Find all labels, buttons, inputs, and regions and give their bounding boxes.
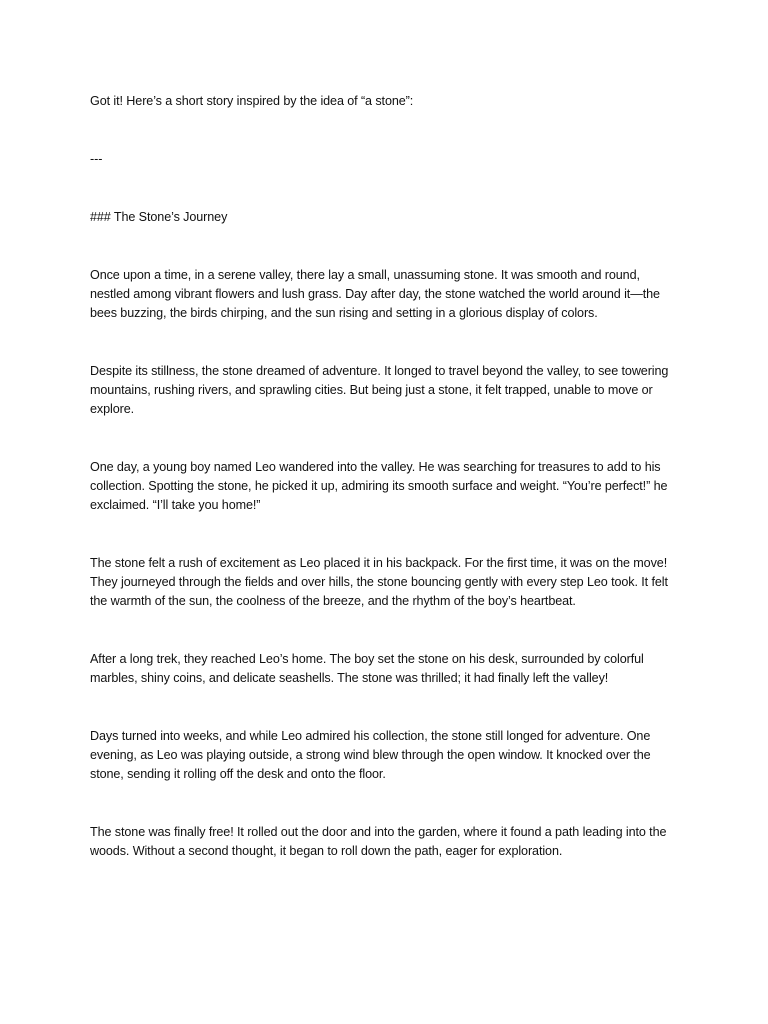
story-paragraph: After a long trek, they reached Leo’s home. The boy set the stone on his desk, surrounded by colorful marbles, shiny coins, and delicate seashells. The stone was thrilled; it had finally left the valley! [90,652,644,685]
separator-text: --- [90,152,103,166]
document-body [90,92,680,900]
story-paragraph: Despite its stillness, the stone dreamed of adventure. It longed to travel beyond the valley, to see towering mountains, rushing rivers, and sprawling cities. But being just a stone, it felt trapped, unable to move or explore. [90,364,669,416]
story-paragraph: The stone felt a rush of excitement as Leo placed it in his backpack. For the first time, it was on the move! They journeyed through the fields and over hills, the stone bouncing gently with every step Leo took. It felt the warmth of the sun, the coolness of the breeze, and the rhythm of the boy’s heartbeat. [90,556,668,608]
story-paragraph: One day, a young boy named Leo wandered into the valley. He was searching for treasures to add to his collection. Spotting the stone, he picked it up, admiring its smooth surface and weight. “You’re perfect!” he exclaimed. “I’ll take you home!” [90,460,668,512]
story-heading: ### The Stone’s Journey [90,210,228,224]
intro-text: Got it! Here’s a short story inspired by the idea of “a stone”: [90,94,414,108]
story-paragraph: The stone was finally free! It rolled out the door and into the garden, where it found a path leading into the woods. Without a second thought, it began to roll down the path, eager for exploration. [90,825,667,858]
story-paragraph: Once upon a time, in a serene valley, there lay a small, unassuming stone. It was smooth and round, nestled among vibrant flowers and lush grass. Day after day, the stone watched the world around it—the bees buzzing, the birds chirping, and the sun rising and setting in a glorious display of colors. [90,268,660,320]
story-paragraph: Days turned into weeks, and while Leo admired his collection, the stone still longed for adventure. One evening, as Leo was playing outside, a strong wind blew through the open window. It knocked over the stone, sending it rolling off the desk and onto the floor. [90,729,651,781]
